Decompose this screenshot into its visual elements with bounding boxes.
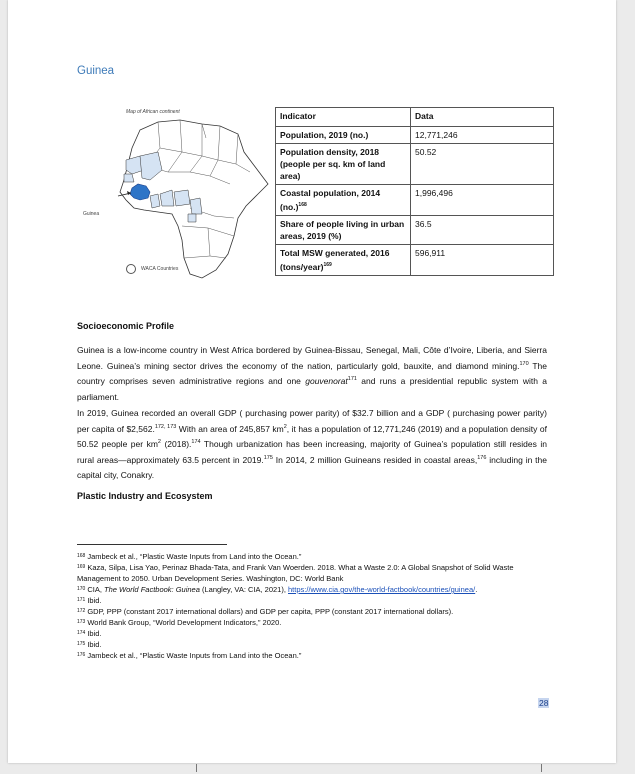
table-header-row <box>276 108 554 127</box>
ruler-tick <box>541 764 542 772</box>
guinea-map-label: Guinea <box>83 211 100 217</box>
footnote-171: $^{171}$ Ibid. <box>77 596 102 605</box>
footnote-172: $^{172}$ GDP, PPP (constant 2017 international dollars) and GDP per capita, PPP (constant 2017 international dollars). <box>77 607 454 616</box>
paragraph-2: In 2019, Guinea recorded an overall GDP ( purchasing power parity) of $32.7 billion and a GDP ( purchasing power parity) per capita of $2,562.$^{172, 173}$ With an area of 245,857 $km^2$, it has a population of 12,771,246 (2019) and a population density of 50.52 people per $km^2$ (2018).$^{174}$ Though urbanization has been increasing, majority of Guinea’s population still resides in rural areas—approximately 63.5 percent in 2019.$^{175}$ In 2014, 2 million Guineans resided in coastal areas,$^{176}$ including in the capital city, Conakry. <box>77 408 548 480</box>
legend-circle-icon <box>126 264 136 274</box>
footnote-170: $^{170}$ CIA, The World Factbook: Guinea (Langley, VA: CIA, 2021), https://www.cia.gov/the-world-factbook/countries/guinea/. <box>77 585 478 594</box>
footnote-ref: 168 <box>298 202 307 208</box>
socioeconomic-heading: Socioeconomic Profile <box>77 321 175 331</box>
waca-nigeria <box>174 190 190 206</box>
waca-senegal <box>124 174 134 182</box>
footnote-ref: 169 <box>323 261 332 268</box>
footnote-176: $^{176}$ Jambeck et al., “Plastic Waste Inputs from Land into the Ocean.” <box>77 651 302 660</box>
value-cell: 596,911 <box>411 244 554 275</box>
footnote-separator <box>77 544 227 545</box>
waca-gabon <box>188 214 196 222</box>
footnote-173: $^{173}$ World Bank Group, “World Development Indicators,” 2020. <box>77 618 282 627</box>
map-legend <box>126 264 178 274</box>
table-row <box>276 244 554 275</box>
section-title: Guinea <box>77 65 115 77</box>
footnote-174: $^{174}$ Ibid. <box>77 629 102 638</box>
paragraph-1: Guinea is a low-income country in West Africa bordered by Guinea-Bissau, Senegal, Mali, Côte d’Ivoire, Liberia, and Sierra Leone. Guinea’s mining sector drives the economy of the nation, particularly gold, bauxite, and diamond mining.$^{170}$ The country comprises seven administrative regions and one gouvenorat$^{171}$ and runs a presidential republic system with a parliament. <box>77 345 547 402</box>
indicator-table <box>275 107 554 276</box>
header-data: Data <box>411 108 554 127</box>
table-row <box>276 127 554 144</box>
header-indicator: Indicator <box>276 108 411 127</box>
table-row <box>276 144 554 185</box>
map-caption: Map of African continent <box>126 109 180 115</box>
document-page <box>8 0 616 763</box>
value-cell: 1,996,496 <box>411 185 554 216</box>
table-row <box>276 215 554 244</box>
indicator-cell: Coastal population, 2014 $(no.)^{168}$ <box>276 185 411 216</box>
footnote-169: $^{169}$ Kaza, Silpa, Lisa Yao, Perinaz Bhada-Tata, and Frank Van Woerden. 2018. What a Waste 2.0: A Global Snapshot of Solid Waste Management to 2050. Urban Development Series. Washington, DC: World Bank <box>77 563 514 583</box>
waca-cameroon <box>190 198 202 214</box>
footnotes <box>77 551 547 661</box>
footnote-168: $^{168}$ Jambeck et al., “Plastic Waste Inputs from Land into the Ocean.” <box>77 552 302 561</box>
value-cell: 12,771,246 <box>411 127 554 144</box>
indicator-cell: Population, 2019 (no.) <box>276 127 411 144</box>
indicator-cell: Total MSW generated, 2016 (tons/year)$^{169}$ <box>276 244 411 275</box>
indicator-cell: Population density, 2018 (people per sq. km of land area) <box>276 144 411 185</box>
waca-ivory-coast <box>150 194 160 208</box>
ruler-tick <box>196 764 197 772</box>
value-cell: 50.52 <box>411 144 554 185</box>
legend-label: WACA Countries <box>141 266 179 272</box>
plastic-industry-heading: Plastic Industry and Ecosystem <box>77 491 213 501</box>
cia-factbook-link[interactable]: https://www.cia.gov/the-world-factbook/countries/guinea/ <box>288 585 476 594</box>
table-row <box>276 185 554 216</box>
value-cell: 36.5 <box>411 215 554 244</box>
page-number: 28 <box>539 698 549 708</box>
footnote-175: $^{175}$ Ibid. <box>77 640 102 649</box>
africa-map <box>110 108 270 284</box>
indicator-cell: Share of people living in urban areas, 2019 (%) <box>276 215 411 244</box>
